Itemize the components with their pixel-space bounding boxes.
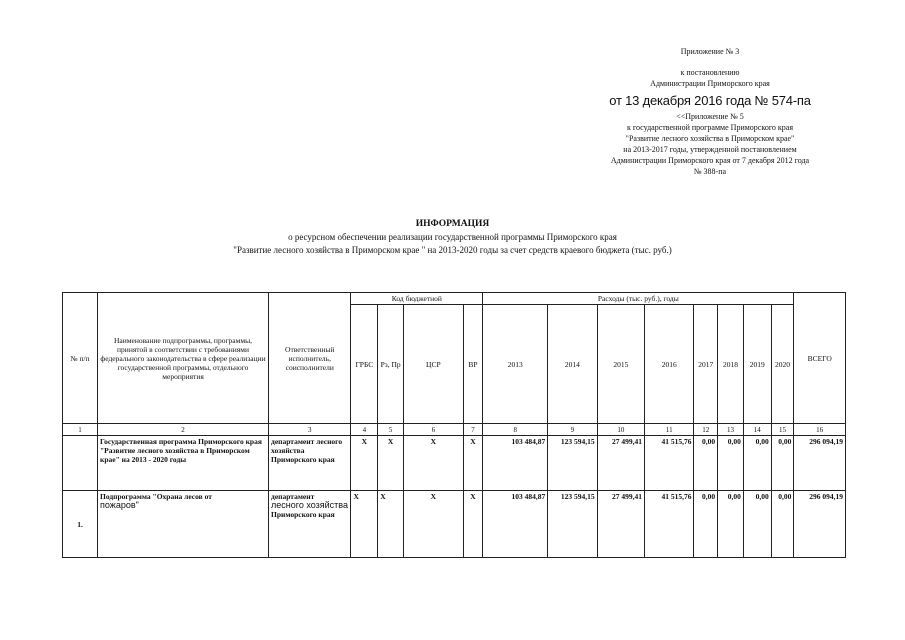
cell-2019: 0,00 [743, 436, 771, 491]
col-number: 11 [645, 424, 694, 436]
header-total: ВСЕГО [794, 293, 846, 424]
col-number: 4 [351, 424, 378, 436]
column-number-row [63, 424, 846, 436]
col-number: 2 [98, 424, 269, 436]
cell-csr: X [403, 436, 463, 491]
cell-2014: 123 594,15 [548, 436, 597, 491]
prev-appendix-line-1: <<Приложение № 5 [676, 112, 744, 121]
col-number: 14 [743, 424, 771, 436]
resource-table [62, 292, 846, 558]
header-code-group: Код бюджетной [351, 293, 483, 305]
col-number: 12 [694, 424, 718, 436]
prev-appendix-line-4: на 2013-2017 годы, утвержденной постановлением [623, 145, 797, 154]
col-number: 3 [269, 424, 351, 436]
cell-resp-line-3: Приморского края [271, 510, 335, 519]
col-number: 8 [483, 424, 548, 436]
header-year-2015: 2015 [597, 305, 644, 424]
prev-appendix-line-3: "Развитие лесного хозяйства в Приморском крае" [625, 134, 795, 143]
header-year-2019: 2019 [743, 305, 771, 424]
header-year-2016: 2016 [645, 305, 694, 424]
document-subtitle: о ресурсном обеспечении реализации государственной программы Приморского края [288, 232, 617, 242]
header-expenses-group: Расходы (тыс. руб.), годы [483, 293, 794, 305]
header-responsible: Ответственный исполнитель, соисполнители [269, 293, 351, 424]
table-row-program [63, 436, 846, 491]
col-number: 1 [63, 424, 98, 436]
cell-2017: 0,00 [694, 491, 718, 558]
cell-num: 1. [63, 491, 98, 558]
appendix-block [560, 46, 860, 177]
header-csr: ЦСР [403, 305, 463, 424]
document-subtitle-2: "Развитие лесного хозяйства в Приморском крае " на 2013-2020 годы за счет средств краевого бюджета (тыс. руб.) [233, 245, 672, 255]
cell-2017: 0,00 [694, 436, 718, 491]
header-year-2014: 2014 [548, 305, 597, 424]
header-name: Наименование подпрограммы, программы, принятой в соответствии с требованиями федерального законодательства в сфере реализации государственной программы, отдельного мероприятия [98, 293, 269, 424]
col-number: 15 [771, 424, 794, 436]
cell-vr: X [463, 436, 483, 491]
prev-appendix-line-6: № 388-па [693, 167, 727, 176]
cell-resp-line-1: департамент [271, 492, 315, 501]
cell-num [63, 436, 98, 491]
cell-2015: 27 499,41 [597, 491, 644, 558]
cell-2016: 41 515,76 [645, 436, 694, 491]
table-row-subprogram [63, 491, 846, 558]
prev-appendix-line-5: Администрации Приморского края от 7 декабря 2012 года [610, 156, 810, 165]
cell-2015: 27 499,41 [597, 436, 644, 491]
cell-name [98, 491, 269, 558]
col-number: 7 [463, 424, 483, 436]
prev-appendix-line-2: к государственной программе Приморского края [626, 123, 794, 132]
header-row-1 [63, 293, 846, 305]
col-number: 13 [718, 424, 744, 436]
cell-grbs: X [351, 436, 378, 491]
document-heading [0, 218, 905, 257]
header-num: № п/п [63, 293, 98, 424]
cell-csr: X [403, 491, 463, 558]
cell-responsible [269, 491, 351, 558]
col-number: 10 [597, 424, 644, 436]
cell-2018: 0,00 [718, 491, 744, 558]
header-year-2018: 2018 [718, 305, 744, 424]
cell-2014: 123 594,15 [548, 491, 597, 558]
appendix-line-1: к постановлению [680, 68, 740, 77]
cell-2013: 103 484,87 [483, 491, 548, 558]
document-title: ИНФОРМАЦИЯ [415, 219, 490, 229]
cell-vr: X [463, 491, 483, 558]
cell-name-line-1: Подпрограмма "Охрана лесов от [100, 492, 212, 501]
cell-grbs: X [351, 491, 378, 558]
cell-2013: 103 484,87 [483, 436, 548, 491]
cell-total: 296 094,19 [794, 491, 846, 558]
cell-2020: 0,00 [771, 436, 794, 491]
header-rzpr: Рз, Пр [378, 305, 404, 424]
cell-name: Государственная программа Приморского края "Развитие лесного хозяйства в Приморском крае" на 2013 - 2020 годы [98, 436, 269, 491]
header-year-2013: 2013 [483, 305, 548, 424]
header-vr: ВР [463, 305, 483, 424]
col-number: 6 [403, 424, 463, 436]
col-number: 16 [794, 424, 846, 436]
cell-2020: 0,00 [771, 491, 794, 558]
header-grbs: ГРБС [351, 305, 378, 424]
col-number: 9 [548, 424, 597, 436]
appendix-number: Приложение № 3 [680, 47, 740, 56]
appendix-line-2: Администрации Приморского края [650, 79, 770, 88]
cell-2018: 0,00 [718, 436, 744, 491]
cell-name-line-2: пожаров" [100, 500, 139, 510]
col-number: 5 [378, 424, 404, 436]
cell-rzpr: X [378, 491, 404, 558]
cell-resp-line-2: лесного хозяйства [271, 500, 348, 510]
header-year-2017: 2017 [694, 305, 718, 424]
cell-total: 296 094,19 [794, 436, 846, 491]
appendix-date-line: от 13 декабря 2016 года № 574-па [609, 93, 811, 108]
header-year-2020: 2020 [771, 305, 794, 424]
cell-2016: 41 515,76 [645, 491, 694, 558]
cell-2019: 0,00 [743, 491, 771, 558]
cell-rzpr: X [378, 436, 404, 491]
cell-responsible: департамент лесного хозяйства Приморского края [269, 436, 351, 491]
